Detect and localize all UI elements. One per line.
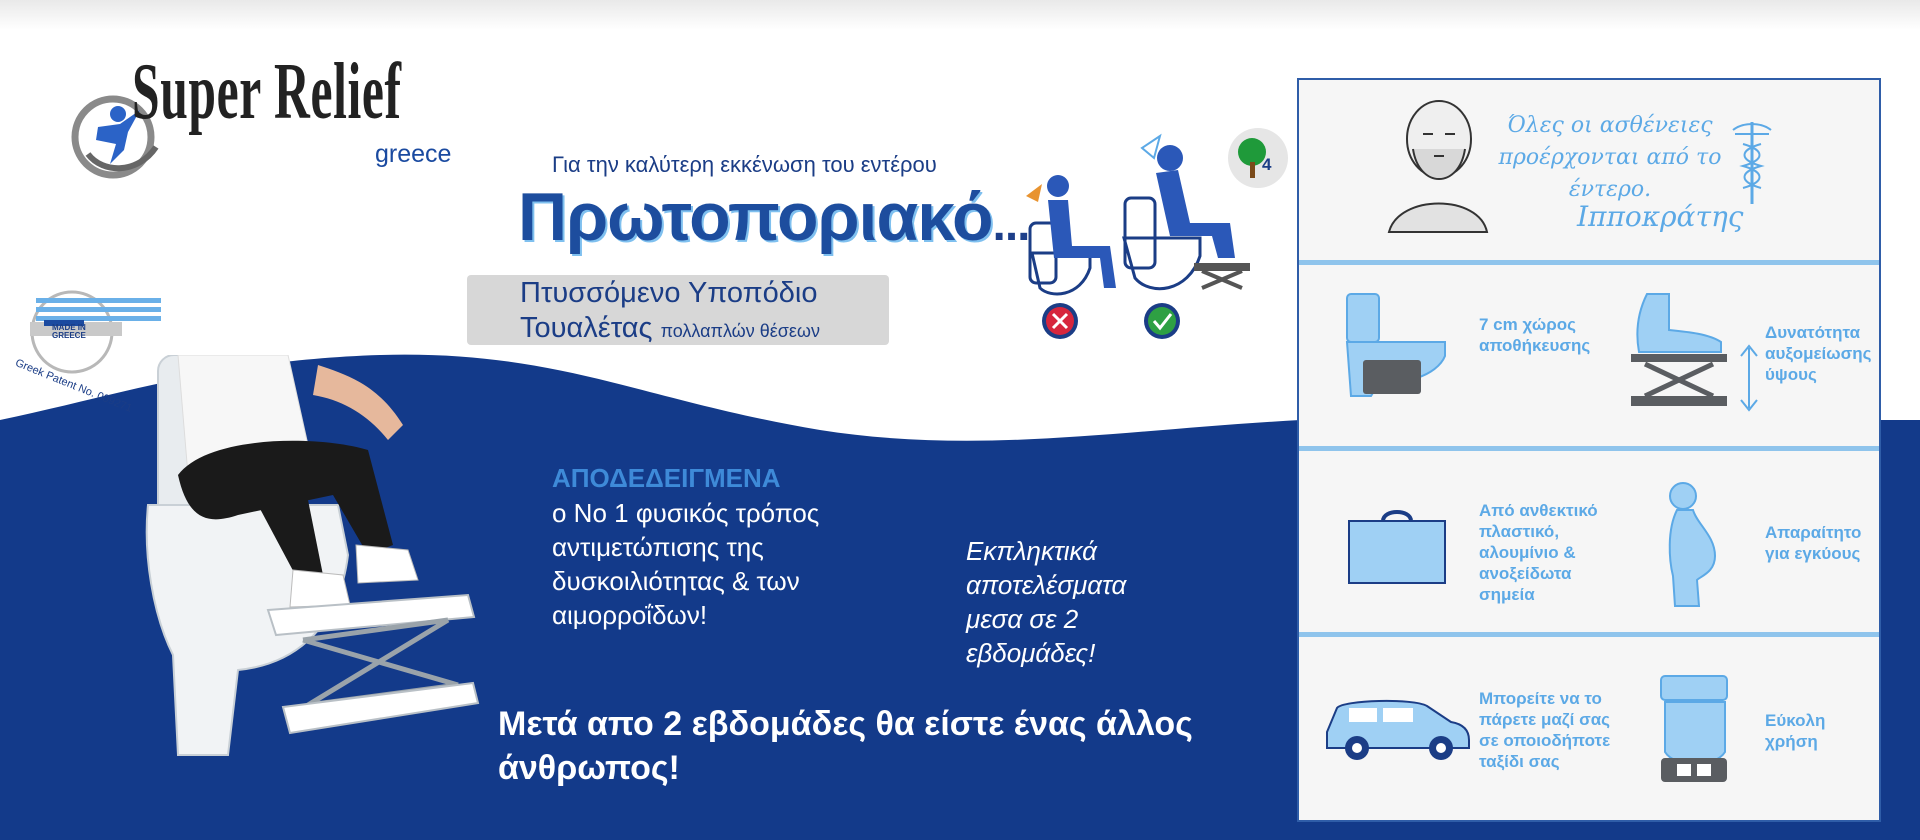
product-name-line2	[520, 312, 820, 345]
panel-divider-3	[1299, 632, 1879, 637]
feature-height-text: Δυνατότητα αυξομείωσης ύψους	[1765, 323, 1872, 384]
bottom-claim: Μετά απο 2 εβδομάδες θα είστε ένας άλλος άνθρωπος!	[498, 705, 1193, 787]
height-adjust-icon	[1629, 290, 1769, 420]
brand-name: Super Relief	[132, 48, 402, 136]
pregnant-icon	[1657, 480, 1737, 610]
feature-pregnant-text: Απαραίτητο για εγκύους	[1765, 523, 1862, 563]
features-panel	[1297, 78, 1881, 822]
stool-top-icon	[1655, 672, 1735, 792]
headline	[518, 178, 1030, 256]
hippocrates-portrait-icon	[1379, 94, 1489, 234]
panel-divider-2	[1299, 446, 1879, 451]
headline-ellipsis: ...	[992, 198, 1030, 251]
product-name-line1: Πτυσσόμενο Υποπόδιο	[520, 277, 818, 309]
quote-author: Ιπποκράτης	[1577, 200, 1744, 233]
toilet-storage-icon	[1341, 290, 1451, 400]
panel-divider-1	[1299, 260, 1879, 265]
car-icon	[1323, 692, 1473, 762]
results-text: Εκπληκτικά αποτελέσματα μεσα σε 2 εβδομάδες!	[966, 536, 1127, 668]
tree-badge-number: 4	[1262, 155, 1272, 174]
case-icon	[1347, 505, 1447, 585]
feature-material-text: Από ανθεκτικό πλαστικό, αλουμίνιο & ανοξείδωτα σημεία	[1479, 501, 1598, 604]
proven-text: ο Νο 1 φυσικός τρόπος αντιμετώπισης της δυσκοιλιότητας & των αιμορροΐδων!	[552, 498, 820, 630]
feature-easy-text: Εύκολη χρήση	[1765, 711, 1826, 751]
quote-line2: προέρχονται από το έντερο.	[1498, 145, 1722, 202]
quote-line1: Όλες οι ασθένειες	[1507, 113, 1713, 138]
feature-travel-text: Μπορείτε να το πάρετε μαζί σας σε οποιοδήποτε ταξίδι σας	[1479, 689, 1611, 771]
badge-patent: Greek Patent No. 009271	[13, 357, 134, 415]
caduceus-icon	[1729, 118, 1775, 208]
product-name-small: πολλαπλών θέσεων	[660, 321, 820, 341]
tagline: Για την καλύτερη εκκένωση του εντέρου	[552, 152, 937, 177]
brand-sub: greece	[375, 140, 452, 168]
badge-country: GREECE	[52, 331, 86, 340]
feature-storage-text: 7 cm χώρος αποθήκευσης	[1479, 315, 1591, 355]
proven-title: ΑΠΟΔΕΔΕΙΓΜΕΝΑ	[552, 463, 781, 493]
headline-main: Πρωτοποριακό	[518, 179, 993, 255]
product-name-word: Τουαλέτας	[520, 312, 653, 344]
posture-illustration	[1020, 128, 1290, 348]
product-photo	[118, 355, 508, 785]
badge-made-in: MADE IN	[52, 323, 86, 332]
